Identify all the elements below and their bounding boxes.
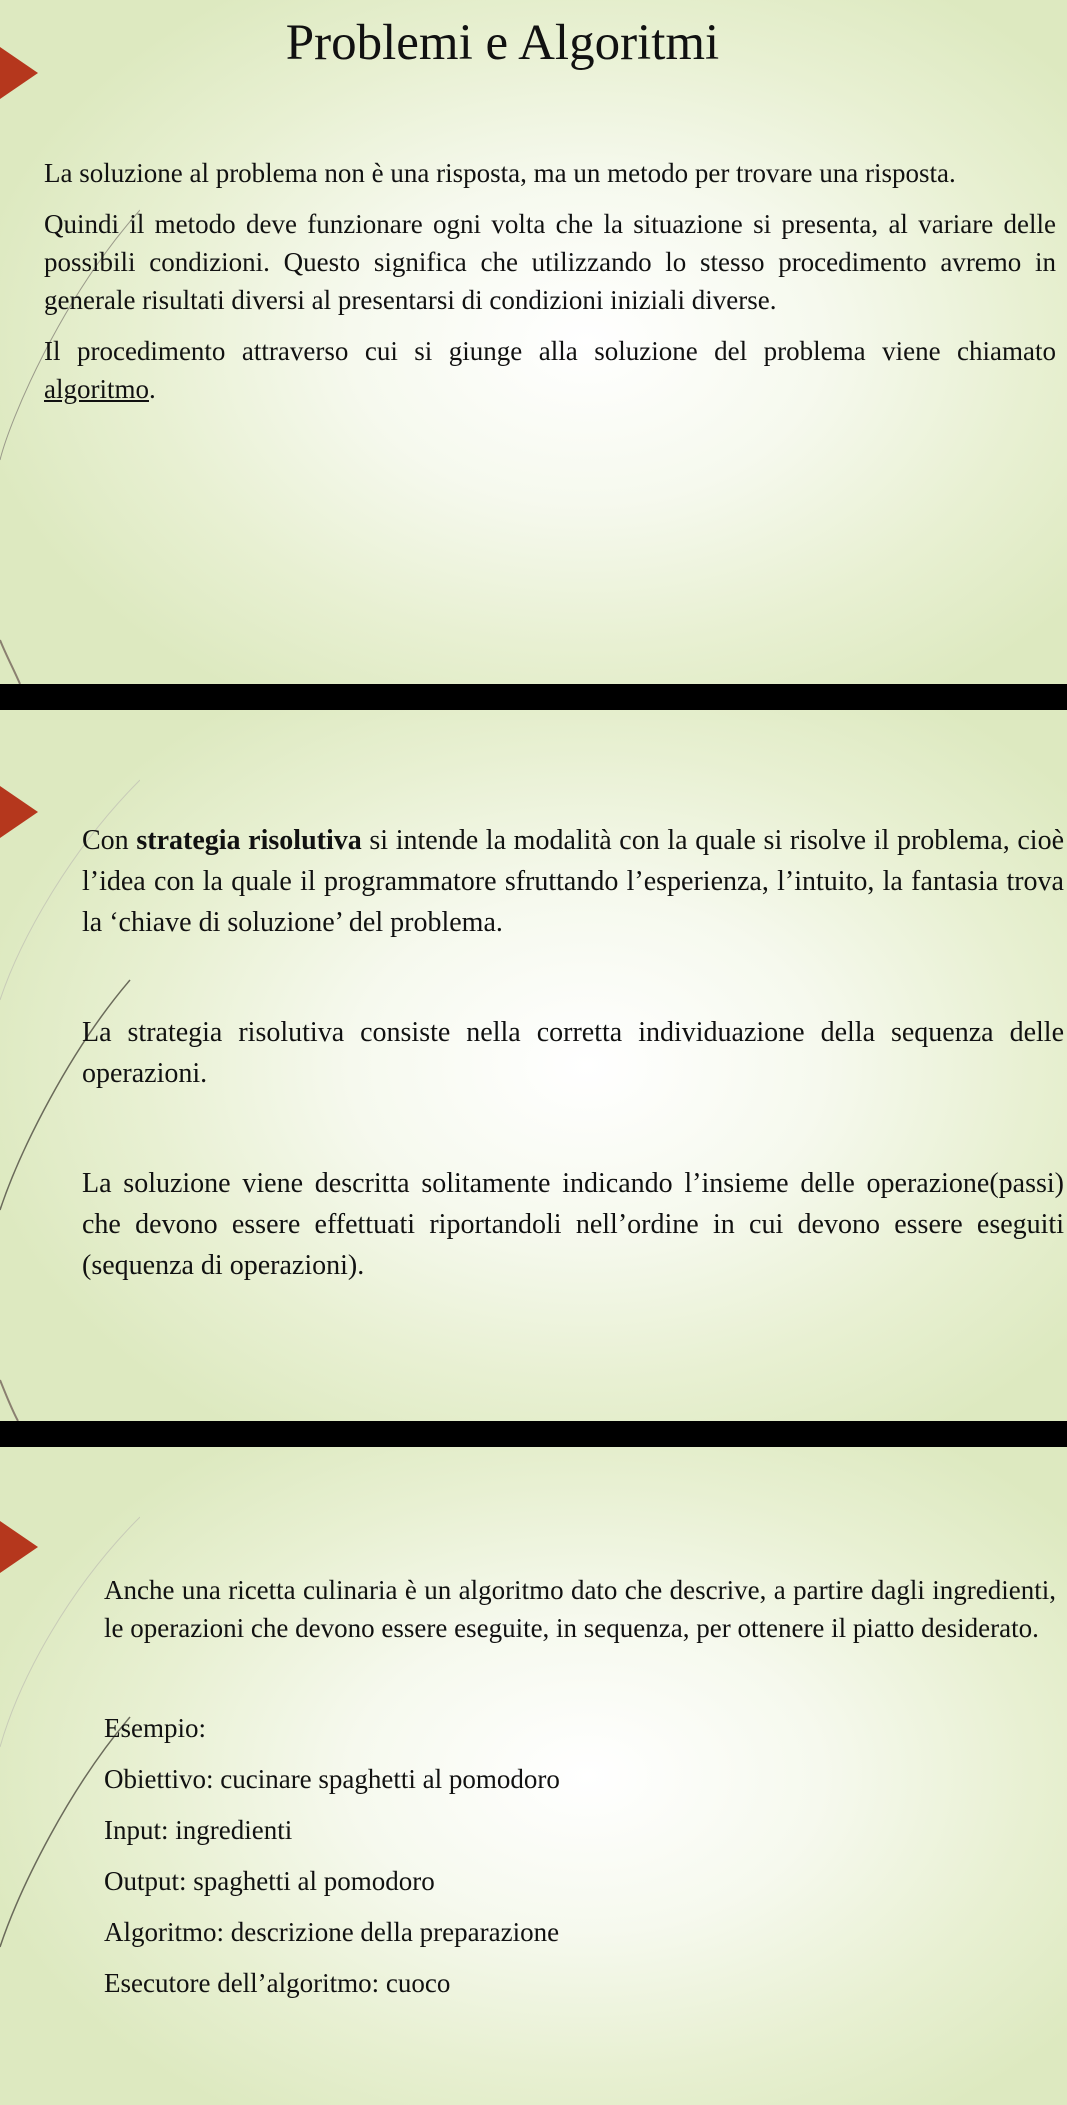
slide-3 [0, 1447, 1067, 2105]
bullet-marker-icon [0, 1521, 38, 1573]
slide-2-body [82, 820, 1064, 1355]
paragraph-3: La soluzione viene descritta solitamente indicando l’insieme delle operazione(passi) che devono essere effettuati riportandoli nell’ordine in cui devono essere eseguiti (sequenza di operazioni). [82, 1168, 1064, 1281]
paragraph-3 [44, 332, 1056, 408]
paragraph-2: La strategia risolutiva consiste nella corretta individuazione della sequenza delle operazioni. [82, 1017, 1064, 1089]
bullet-marker-icon [0, 786, 38, 838]
paragraph-1-text: si intende la modalità con la quale si risolve il problema, cioè l’idea con la quale il programmatore sfruttando l’esperienza, l’intuito, la fantasia trova la ‘chiave di soluzione’ del problema. [82, 825, 1064, 938]
algoritmo-term: algoritmo [44, 374, 149, 404]
paragraph-1 [82, 820, 1064, 943]
slide-title: Problemi e Algoritmi [285, 15, 720, 71]
paragraph-3-end: . [148, 374, 156, 404]
slide-3-body [104, 1571, 1056, 2015]
example-line: Output: spaghetti al pomodoro [104, 1866, 435, 1896]
example-heading: Esempio: [104, 1713, 206, 1743]
example-line: Esecutore dell’algoritmo: cuoco [104, 1968, 451, 1998]
paragraph-3-text: Il procedimento attraverso cui si giunge alla soluzione del problema viene chiamato [44, 336, 1056, 366]
example-line: Obiettivo: cucinare spaghetti al pomodoro [104, 1764, 560, 1794]
paragraph-1-start: Con [82, 825, 137, 856]
paragraph-1: Anche una ricetta culinaria è un algoritmo dato che descrive, a partire dagli ingredienti, le operazioni che devono essere eseguite, in sequenza, per ottenere il piatto desiderato. [104, 1575, 1056, 1643]
slide-2 [0, 710, 1067, 1421]
paragraph-1: La soluzione al problema non è una risposta, ma un metodo per trovare una risposta. [44, 158, 956, 188]
example-line: Algoritmo: descrizione della preparazione [104, 1917, 560, 1947]
slide-1-body [44, 154, 1056, 421]
paragraph-2: Quindi il metodo deve funzionare ogni volta che la situazione si presenta, al variare delle possibili condizioni. Questo significa che utilizzando lo stesso procedimento avremo in generale risultati diversi al presentarsi di condizioni iniziali diverse. [44, 209, 1056, 315]
slide-1 [0, 0, 1067, 684]
example-line: Input: ingredienti [104, 1815, 293, 1845]
strategia-risolutiva-term: strategia risolutiva [136, 825, 362, 856]
